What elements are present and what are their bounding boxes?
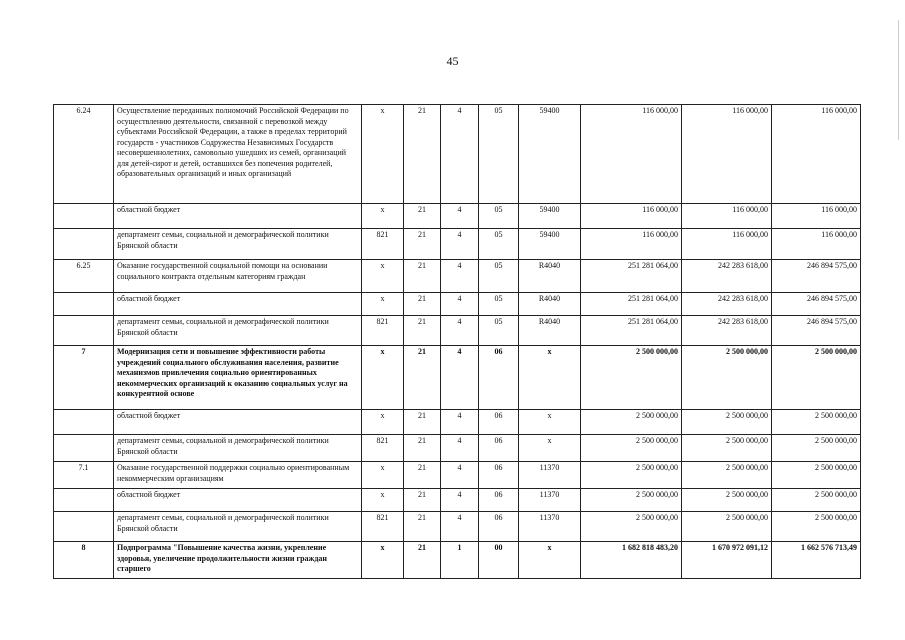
expense-direction-cell: 59400: [519, 229, 581, 260]
measure-cell: 05: [479, 293, 519, 316]
amount-year3-cell: 246 894 575,00: [772, 316, 861, 346]
table-row: [54, 204, 861, 229]
table-row: [54, 346, 861, 410]
expense-direction-cell: 59400: [519, 105, 581, 204]
row-number-cell: [54, 316, 114, 346]
amount-year2-cell: 2 500 000,00: [682, 346, 772, 410]
program-cell: 21: [404, 346, 441, 410]
row-name-cell: департамент семьи, социальной и демографической политики Брянской области: [114, 229, 362, 260]
program-cell: 21: [404, 489, 441, 512]
grbs-cell: х: [362, 346, 404, 410]
row-number-cell: [54, 512, 114, 542]
row-name-cell: Осуществление переданных полномочий Российской Федерации по осуществлению деятельности, связанной с перевозкой между субъектами Российской Федерации, а также в пределах территорий государств - участников Содружества Независимых Государств несовершеннолетних, самовольно ушедших из семей, организаций для детей-сирот и детей, оставшихся без попечения родителей, образовательных организаций и иных организаций: [114, 105, 362, 204]
subprogram-cell: 4: [441, 489, 479, 512]
subprogram-cell: 4: [441, 293, 479, 316]
row-number-cell: 7.1: [54, 462, 114, 489]
measure-cell: 06: [479, 346, 519, 410]
row-name-cell: областной бюджет: [114, 489, 362, 512]
measure-cell: 06: [479, 489, 519, 512]
amount-year1-cell: 1 682 818 483,20: [581, 542, 682, 579]
grbs-cell: 821: [362, 435, 404, 462]
program-cell: 21: [404, 229, 441, 260]
table-row: [54, 316, 861, 346]
amount-year2-cell: 2 500 000,00: [682, 489, 772, 512]
grbs-cell: х: [362, 260, 404, 293]
amount-year3-cell: 2 500 000,00: [772, 512, 861, 542]
amount-year1-cell: 2 500 000,00: [581, 435, 682, 462]
row-number-cell: [54, 229, 114, 260]
program-cell: 21: [404, 542, 441, 579]
program-cell: 21: [404, 293, 441, 316]
amount-year1-cell: 251 281 064,00: [581, 260, 682, 293]
row-name-cell: областной бюджет: [114, 410, 362, 435]
row-number-cell: 6.25: [54, 260, 114, 293]
row-name-cell: Подпрограмма "Повышение качества жизни, укрепление здоровья, увеличение продолжительности жизни граждан старшего: [114, 542, 362, 579]
amount-year2-cell: 2 500 000,00: [682, 512, 772, 542]
expense-direction-cell: 11370: [519, 462, 581, 489]
measure-cell: 05: [479, 105, 519, 204]
row-number-cell: 8: [54, 542, 114, 579]
program-cell: 21: [404, 410, 441, 435]
expense-direction-cell: R4040: [519, 293, 581, 316]
row-number-cell: [54, 204, 114, 229]
expense-direction-cell: 11370: [519, 512, 581, 542]
measure-cell: 00: [479, 542, 519, 579]
row-name-cell: департамент семьи, социальной и демографической политики Брянской области: [114, 512, 362, 542]
grbs-cell: х: [362, 293, 404, 316]
program-cell: 21: [404, 260, 441, 293]
grbs-cell: х: [362, 542, 404, 579]
expense-direction-cell: х: [519, 542, 581, 579]
page-number: 45: [446, 54, 459, 68]
measure-cell: 06: [479, 512, 519, 542]
grbs-cell: 821: [362, 229, 404, 260]
subprogram-cell: 4: [441, 435, 479, 462]
expense-direction-cell: 59400: [519, 204, 581, 229]
amount-year3-cell: 116 000,00: [772, 229, 861, 260]
subprogram-cell: 4: [441, 410, 479, 435]
program-cell: 21: [404, 204, 441, 229]
table-row: [54, 105, 861, 204]
amount-year1-cell: 2 500 000,00: [581, 489, 682, 512]
measure-cell: 05: [479, 229, 519, 260]
table-row: [54, 542, 861, 579]
amount-year2-cell: 242 283 618,00: [682, 260, 772, 293]
expense-direction-cell: х: [519, 435, 581, 462]
amount-year2-cell: 116 000,00: [682, 229, 772, 260]
amount-year2-cell: 2 500 000,00: [682, 462, 772, 489]
amount-year1-cell: 116 000,00: [581, 105, 682, 204]
expense-direction-cell: R4040: [519, 260, 581, 293]
measure-cell: 05: [479, 260, 519, 293]
measure-cell: 05: [479, 204, 519, 229]
program-cell: 21: [404, 512, 441, 542]
amount-year1-cell: 116 000,00: [581, 229, 682, 260]
amount-year2-cell: 2 500 000,00: [682, 410, 772, 435]
expense-direction-cell: х: [519, 410, 581, 435]
table-row: [54, 435, 861, 462]
row-name-cell: Модернизация сети и повышение эффективности работы учреждений социального обслуживания населения, развитие механизмов привлечения социально ориентированных некоммерческих организаций к оказанию социальных услуг на конкурентной основе: [114, 346, 362, 410]
subprogram-cell: 4: [441, 204, 479, 229]
amount-year3-cell: 1 662 576 713,49: [772, 542, 861, 579]
table-row: [54, 462, 861, 489]
amount-year2-cell: 116 000,00: [682, 204, 772, 229]
amount-year2-cell: 2 500 000,00: [682, 435, 772, 462]
amount-year2-cell: 116 000,00: [682, 105, 772, 204]
measure-cell: 06: [479, 462, 519, 489]
amount-year3-cell: 246 894 575,00: [772, 293, 861, 316]
subprogram-cell: 4: [441, 229, 479, 260]
table-row: [54, 410, 861, 435]
subprogram-cell: 4: [441, 462, 479, 489]
amount-year1-cell: 2 500 000,00: [581, 512, 682, 542]
row-number-cell: 6.24: [54, 105, 114, 204]
grbs-cell: х: [362, 105, 404, 204]
subprogram-cell: 4: [441, 316, 479, 346]
amount-year1-cell: 2 500 000,00: [581, 346, 682, 410]
row-name-cell: Оказание государственной социальной помощи на основании социального контракта отдельным категориям граждан: [114, 260, 362, 293]
subprogram-cell: 4: [441, 260, 479, 293]
row-number-cell: [54, 435, 114, 462]
budget-table: [53, 104, 861, 579]
amount-year1-cell: 251 281 064,00: [581, 293, 682, 316]
table-row: [54, 293, 861, 316]
expense-direction-cell: 11370: [519, 489, 581, 512]
amount-year3-cell: 2 500 000,00: [772, 410, 861, 435]
measure-cell: 05: [479, 316, 519, 346]
amount-year1-cell: 116 000,00: [581, 204, 682, 229]
amount-year3-cell: 2 500 000,00: [772, 489, 861, 512]
row-number-cell: 7: [54, 346, 114, 410]
measure-cell: 06: [479, 410, 519, 435]
subprogram-cell: 4: [441, 346, 479, 410]
subprogram-cell: 1: [441, 542, 479, 579]
row-number-cell: [54, 410, 114, 435]
table-body: [54, 105, 861, 579]
amount-year1-cell: 2 500 000,00: [581, 462, 682, 489]
grbs-cell: х: [362, 462, 404, 489]
row-name-cell: областной бюджет: [114, 293, 362, 316]
row-name-cell: департамент семьи, социальной и демографической политики Брянской области: [114, 316, 362, 346]
subprogram-cell: 4: [441, 512, 479, 542]
amount-year1-cell: 2 500 000,00: [581, 410, 682, 435]
amount-year3-cell: 2 500 000,00: [772, 462, 861, 489]
grbs-cell: 821: [362, 316, 404, 346]
amount-year3-cell: 116 000,00: [772, 204, 861, 229]
row-name-cell: областной бюджет: [114, 204, 362, 229]
program-cell: 21: [404, 435, 441, 462]
row-name-cell: департамент семьи, социальной и демографической политики Брянской области: [114, 435, 362, 462]
expense-direction-cell: х: [519, 346, 581, 410]
grbs-cell: х: [362, 489, 404, 512]
grbs-cell: 821: [362, 512, 404, 542]
program-cell: 21: [404, 105, 441, 204]
table-row: [54, 229, 861, 260]
row-name-cell: Оказание государственной поддержки социально ориентированным некоммерческим организациям: [114, 462, 362, 489]
measure-cell: 06: [479, 435, 519, 462]
table-row: [54, 260, 861, 293]
scan-edge-mark: [898, 20, 899, 140]
row-number-cell: [54, 489, 114, 512]
amount-year3-cell: 2 500 000,00: [772, 435, 861, 462]
amount-year2-cell: 242 283 618,00: [682, 316, 772, 346]
expense-direction-cell: R4040: [519, 316, 581, 346]
table-row: [54, 489, 861, 512]
grbs-cell: х: [362, 410, 404, 435]
amount-year3-cell: 246 894 575,00: [772, 260, 861, 293]
grbs-cell: х: [362, 204, 404, 229]
amount-year2-cell: 242 283 618,00: [682, 293, 772, 316]
amount-year1-cell: 251 281 064,00: [581, 316, 682, 346]
table-row: [54, 512, 861, 542]
row-number-cell: [54, 293, 114, 316]
subprogram-cell: 4: [441, 105, 479, 204]
program-cell: 21: [404, 316, 441, 346]
amount-year3-cell: 2 500 000,00: [772, 346, 861, 410]
amount-year2-cell: 1 670 972 091,12: [682, 542, 772, 579]
program-cell: 21: [404, 462, 441, 489]
amount-year3-cell: 116 000,00: [772, 105, 861, 204]
